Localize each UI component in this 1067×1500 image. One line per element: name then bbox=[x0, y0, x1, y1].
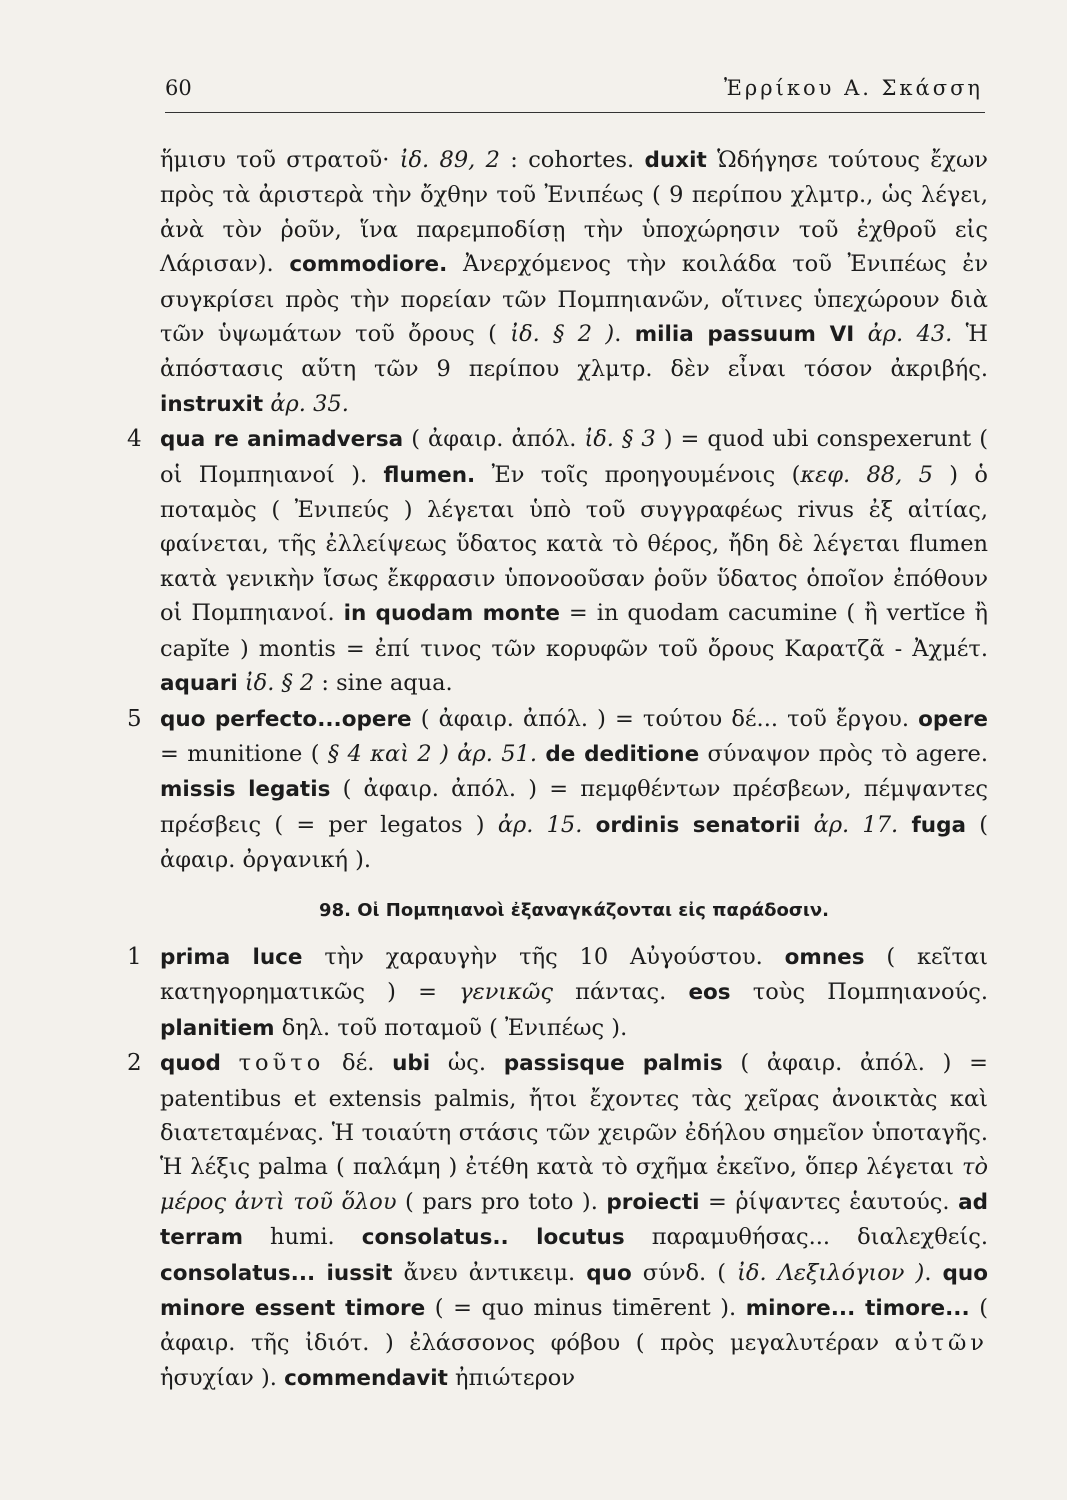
text-run: σύναψον πρὸς τὸ agere. bbox=[699, 740, 988, 767]
text-run: ( ἀφαιρ. τῆς ἰδιότ. ) ἐλάσσονος φόβου ( πρὸς μεγαλυτέραν bbox=[160, 1295, 988, 1357]
text-run: : cohortes. bbox=[499, 147, 645, 173]
lemma: proiecti bbox=[606, 1189, 700, 1215]
text-run: . bbox=[614, 321, 635, 348]
text-run: ἰδ. § 2 ) bbox=[510, 321, 615, 348]
text-run: ( = quo minus timērent ). bbox=[425, 1295, 746, 1321]
text-run: Ἀνερχόμενος τὴν κοιλάδα τοῦ Ἐνιπέως ἐν συγκρίσει πρὸς τὴν πορείαν τῶν Πομπηιανῶν, οἵτινες ὑπεχώρουν διὰ τῶν ὑψωμάτων τοῦ ὄρους ( bbox=[160, 251, 989, 348]
text-run: = munitione ( bbox=[160, 740, 328, 767]
lemma: qua re animadversa bbox=[160, 427, 404, 453]
text-run: ) ὁ ποταμὸς ( Ἐνιπεύς ) λέγεται ὑπὸ τοῦ συγγραφέως rivus ἐξ αἰτίας, φαίνεται, τῆς ἐλλείψεως ὕδατος κατὰ τὸ θέρος, ἤδη δὲ λέγεται flumen κατὰ γενικὴν ἴσως ἔκφρασιν ὑπονοοῦσαν ῥοῦν ὕδατος ὁποῖον ἐπόθουν οἱ Πομπηιανοί. bbox=[160, 461, 988, 627]
text-run: ἰδ. § 2 bbox=[244, 670, 315, 697]
text-run: ἀρ. 15. bbox=[497, 811, 583, 838]
lemma: quo perfecto...opere bbox=[160, 706, 412, 732]
running-title: Ἐρρίκου Α. Σκάσση bbox=[724, 76, 983, 100]
lemma: quo minore essent timore bbox=[160, 1260, 988, 1321]
line-number: 2 bbox=[127, 1050, 142, 1077]
text-run: ( ἀφαιρ. ἀπόλ. ) = patentibus et extensis palmis, ἤτοι ἔχοντες τὰς χεῖρας ἀνοικτὰς καὶ διατεταμένας. Ἡ τοιαύτη στάσις τῶν χειρῶν ἐδήλου σημεῖον ὑποταγῆς. Ἡ λέξις palma ( παλάμη ) ἐτέθη κατὰ τὸ σχῆμα ἐκεῖνο, ὅπερ λέγεται bbox=[160, 1050, 988, 1181]
text-run bbox=[898, 812, 911, 838]
lemma: ad terram bbox=[160, 1189, 988, 1251]
paragraph-continuation bbox=[160, 143, 988, 422]
lemma: planitiem bbox=[160, 1015, 275, 1041]
text-run: Ἡ ἀπόστασις αὕτη τῶν 9 περίπου χλμτρ. δὲν εἶναι τόσον ἀκριβής. bbox=[160, 321, 989, 383]
text-run bbox=[238, 670, 245, 696]
lemma: prima luce bbox=[160, 944, 303, 970]
page-header bbox=[165, 72, 985, 113]
text-run: ( κεῖται κατηγορηματικῶς ) = bbox=[160, 943, 988, 1006]
lemma: passisque palmis bbox=[503, 1051, 723, 1077]
text-run: τοῦτο bbox=[238, 1050, 325, 1077]
text-run: γενικῶς bbox=[459, 979, 553, 1006]
text-run: τὴν χαραυγὴν τῆς 10 Αὐγούστου. bbox=[302, 943, 785, 970]
text-run: Ἐν τοῖς προηγουμένοις ( bbox=[475, 461, 801, 488]
lemma: fuga bbox=[911, 812, 967, 838]
text-run: ἡσυχίαν ). bbox=[160, 1364, 285, 1391]
text-run: § 4 καὶ 2 ) ἀρ. 51. bbox=[327, 740, 538, 767]
lemma: ubi bbox=[392, 1051, 431, 1077]
text-run: ἰδ. 89, 2 bbox=[399, 147, 500, 173]
text-run: = ῥίψαντες ἑαυτούς. bbox=[699, 1188, 959, 1215]
text-run: . bbox=[924, 1259, 943, 1286]
text-run: ) = quod ubi conspexerunt ( οἱ Πομπηιανοί ). bbox=[160, 426, 988, 488]
text-run: πάντας. bbox=[552, 979, 689, 1006]
text-run: ἀρ. 43. bbox=[867, 321, 953, 348]
text-run: ( ἀφαιρ. ἀπόλ. bbox=[403, 426, 585, 453]
page-number: 60 bbox=[165, 76, 192, 100]
text-run bbox=[221, 1050, 239, 1076]
lemma: quo bbox=[586, 1260, 632, 1286]
text-run bbox=[582, 812, 595, 838]
paragraph-s1 bbox=[127, 940, 989, 1046]
text-run: ὡς. bbox=[430, 1050, 504, 1077]
text-run: ( ἀφαιρ. ἀπόλ. ) = τούτου δέ... τοῦ ἔργου. bbox=[411, 705, 919, 732]
text-run: κεφ. 88, 5 bbox=[800, 461, 933, 488]
text-run: αὐτῶν bbox=[894, 1330, 988, 1357]
line-number: 1 bbox=[127, 943, 142, 970]
lemma: consolatus.. locutus bbox=[361, 1225, 625, 1251]
paragraph-5 bbox=[127, 702, 989, 878]
lemma: in quodam monte bbox=[343, 601, 560, 627]
paragraph-4 bbox=[127, 422, 988, 701]
text-run: humi. bbox=[242, 1224, 362, 1251]
text-run: ἠπιώτερον bbox=[447, 1364, 576, 1391]
line-number: 5 bbox=[127, 705, 142, 732]
lemma: opere bbox=[918, 706, 989, 732]
text-run: ἰδ. Λεξιλόγιον ) bbox=[737, 1259, 925, 1286]
text-run: ( pars pro toto ). bbox=[396, 1188, 607, 1215]
lemma: omnes bbox=[784, 944, 865, 970]
text-run: : sine aqua. bbox=[314, 670, 453, 697]
text-run: τὸ μέρος ἀντὶ τοῦ ὅλου bbox=[160, 1154, 988, 1215]
lemma: commodiore. bbox=[289, 252, 448, 278]
lemma: ordinis senatorii bbox=[595, 812, 801, 838]
text-run: Ὡδήγησε τούτους ἔχων πρὸς τὰ ἀριστερὰ τὴν ὄχθην τοῦ Ἐνιπέως ( 9 περίπου χλμτρ., ὡς λέγει, ἀνὰ τὸν ῥοῦν, ἵνα παρεμποδίσῃ τὴν ὑποχώρησιν τοῦ ἐχθροῦ εἰς Λάρισαν). bbox=[160, 147, 988, 278]
text-run: παραμυθήσας... διαλεχθείς. bbox=[624, 1224, 988, 1251]
lemma: instruxit bbox=[160, 391, 264, 417]
lemma: flumen. bbox=[383, 462, 476, 488]
lemma: minore... timore... bbox=[745, 1296, 970, 1321]
lemma: duxit bbox=[644, 148, 707, 173]
section-heading: 98. Οἱ Πομπηιανοὶ ἐξαναγκάζονται εἰς παράδοσιν. bbox=[319, 899, 829, 921]
text-run: ἄνευ ἀντικειμ. bbox=[392, 1259, 587, 1286]
text-run: δέ. bbox=[324, 1050, 393, 1077]
text-run: ( ἀφαιρ. ὀργανική ). bbox=[160, 811, 989, 874]
text-run: ( ἀφαιρ. ἀπόλ. ) = πεμφθέντων πρέσβεων, πέμψαντες πρέσβεις ( = per legatos ) bbox=[160, 776, 988, 838]
lemma: aquari bbox=[160, 671, 238, 697]
text-run: τοὺς Πομπηιανούς. bbox=[730, 979, 989, 1006]
text-run: ἰδ. § 3 bbox=[584, 426, 656, 453]
text-run: ἀρ. 35. bbox=[270, 390, 349, 417]
line-number: 4 bbox=[127, 426, 142, 453]
text-run: ἀρ. 17. bbox=[813, 811, 899, 838]
text-run bbox=[800, 812, 813, 838]
text-run: δηλ. τοῦ ποταμοῦ ( Ἐνιπέως ). bbox=[274, 1014, 628, 1041]
page-body bbox=[127, 143, 989, 1396]
lemma: de deditione bbox=[545, 741, 700, 767]
text-run: σύνδ. ( bbox=[631, 1259, 738, 1286]
lemma: quod bbox=[160, 1051, 221, 1077]
text-run: = in quodam cacumine ( ἢ vertĭce ἢ capĭte ) montis = ἐπί τινος τῶν κορυφῶν τοῦ ὄρους Καρατζᾶ - Ἀχμέτ. bbox=[160, 600, 988, 662]
lemma: consolatus... iussit bbox=[160, 1260, 393, 1286]
lemma: eos bbox=[688, 980, 731, 1006]
lemma: commendavit bbox=[284, 1365, 448, 1391]
text-run: ἥμισυ τοῦ στρατοῦ· bbox=[160, 147, 400, 173]
text-run bbox=[854, 321, 867, 347]
lemma: milia passuum VI bbox=[634, 322, 855, 348]
lemma: missis legatis bbox=[160, 777, 331, 803]
paragraph-s2 bbox=[127, 1046, 988, 1396]
